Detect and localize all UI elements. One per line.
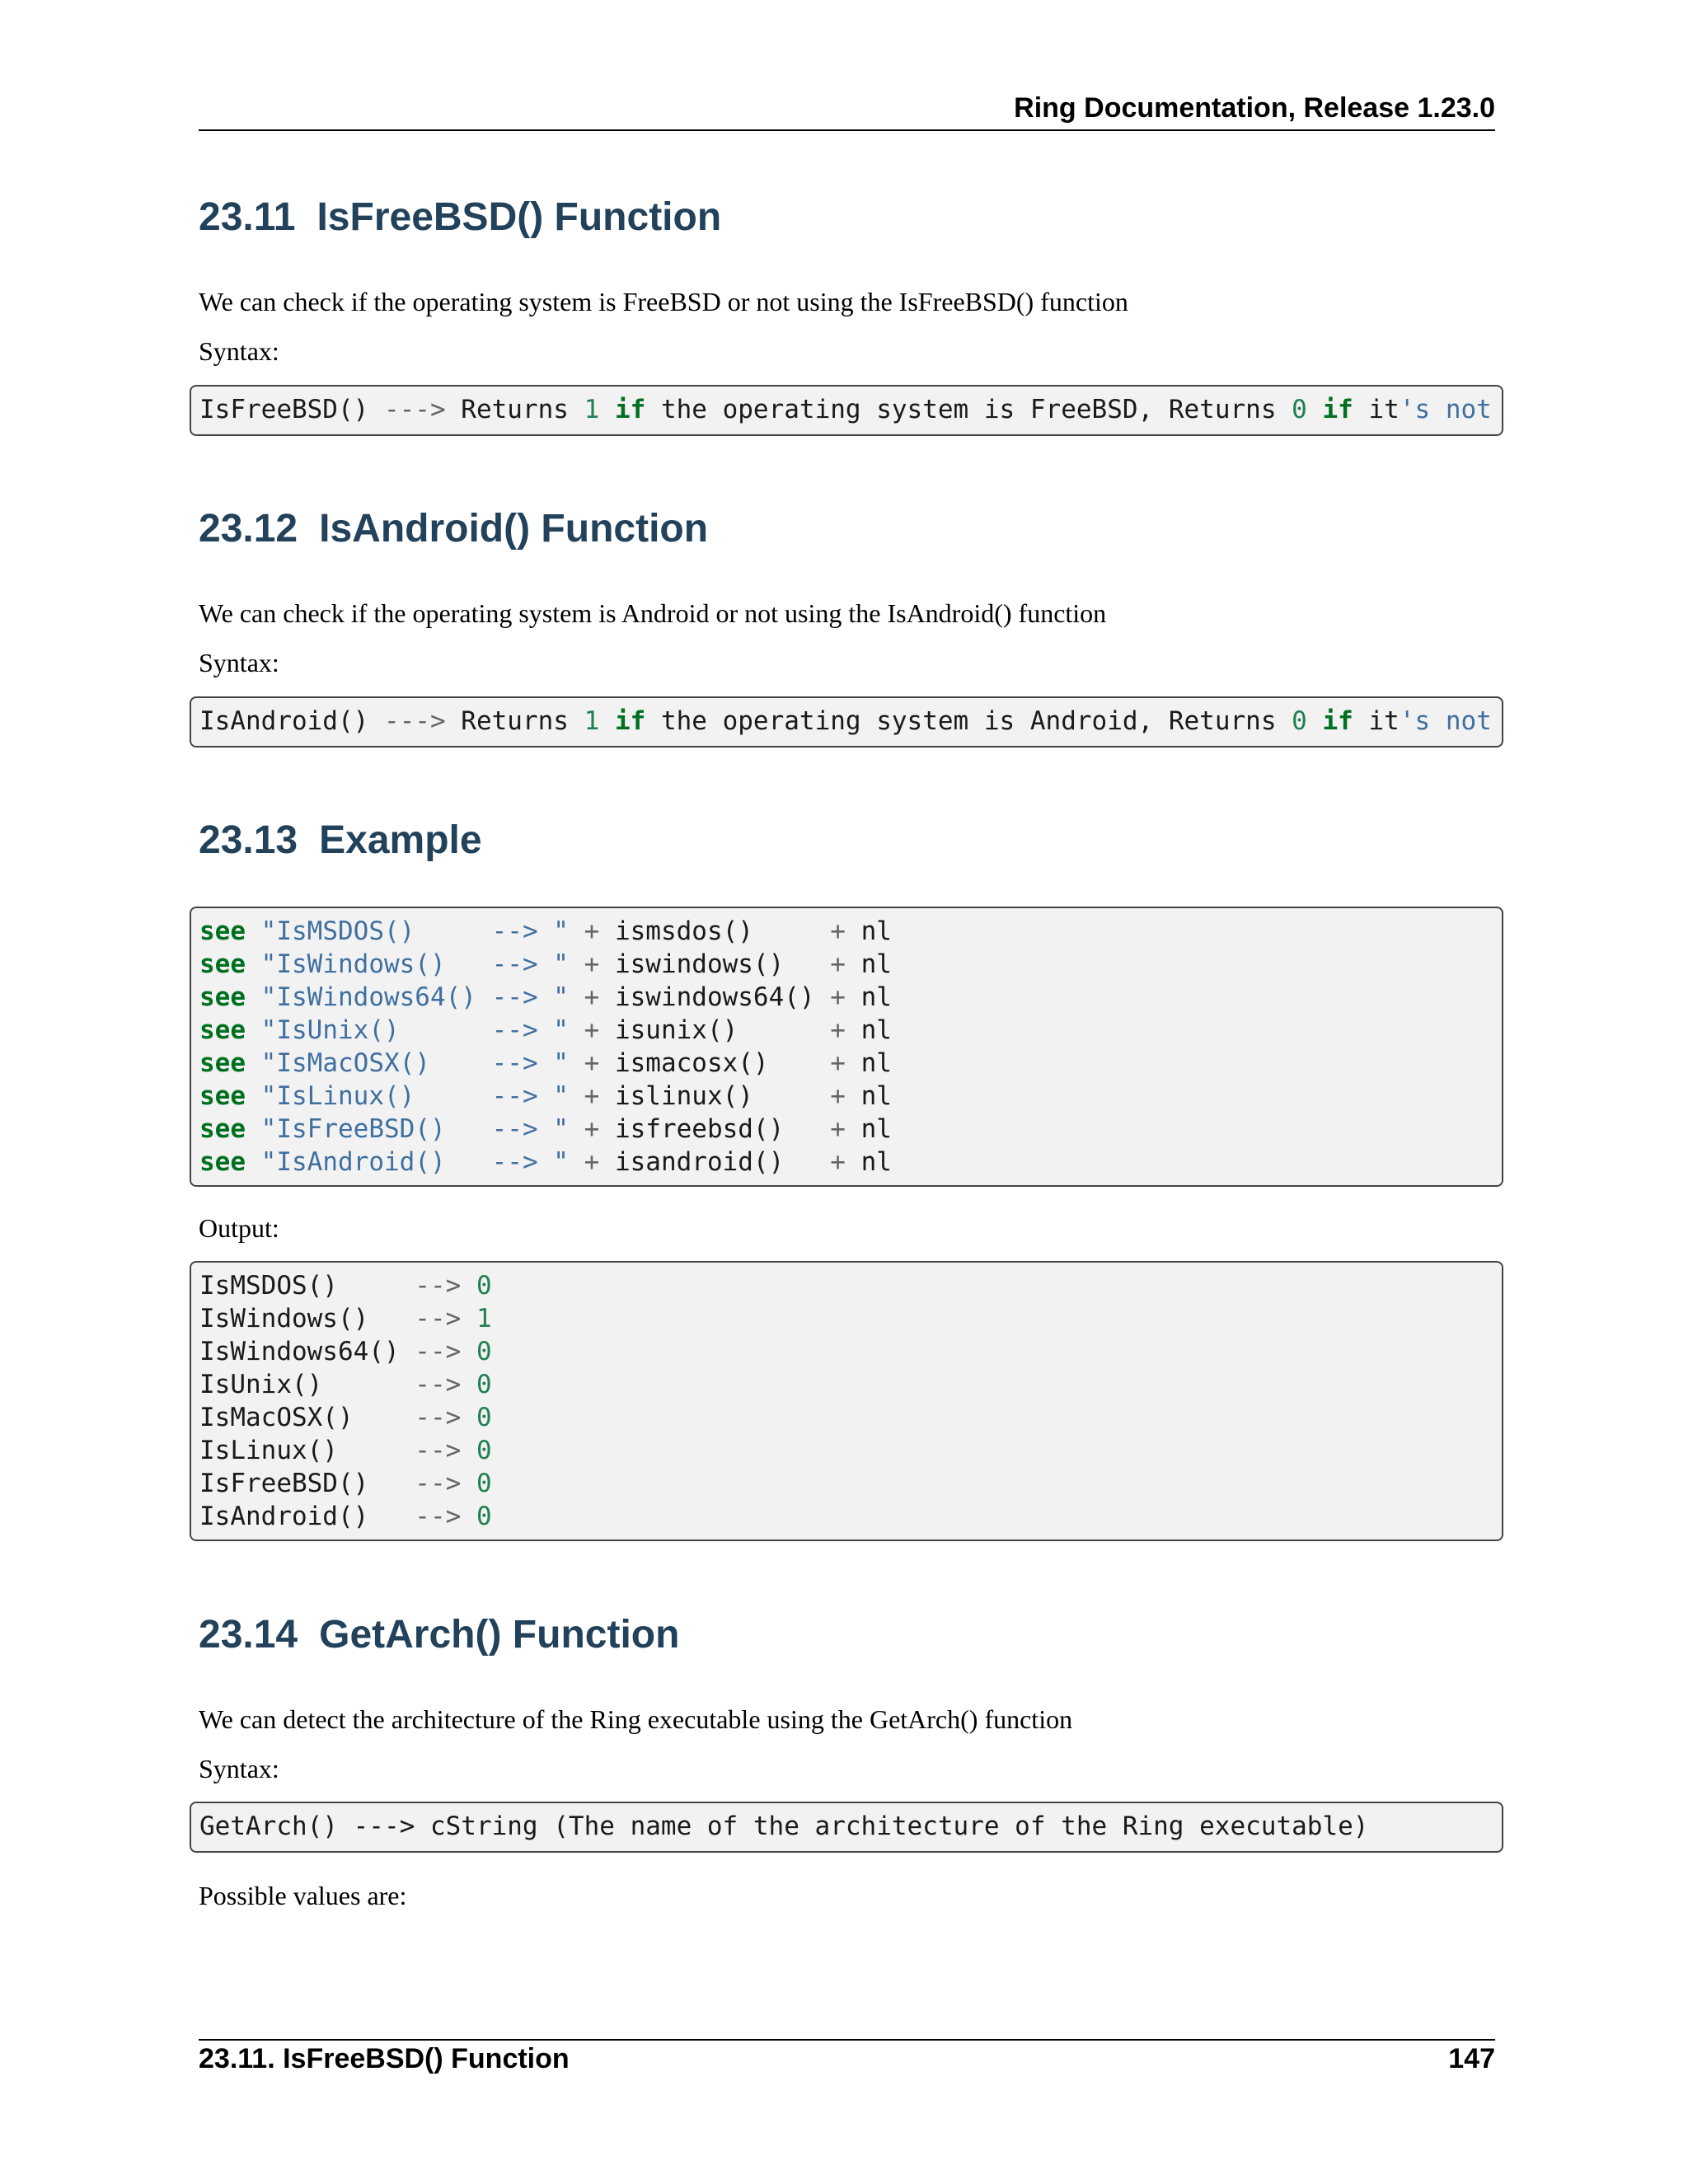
code-token: nl bbox=[845, 1147, 892, 1177]
code-token: 0 bbox=[1292, 706, 1307, 736]
code-token: IsAndroid() bbox=[199, 706, 384, 736]
code-token: --> bbox=[415, 1502, 462, 1531]
section-heading-23-12 bbox=[199, 506, 708, 551]
example-code-block bbox=[190, 907, 1503, 1187]
code-token: --> bbox=[415, 1304, 462, 1333]
code-token bbox=[461, 1502, 476, 1531]
code-token: --> bbox=[415, 1271, 462, 1301]
code-token: nl bbox=[845, 1015, 892, 1045]
code-token: isunix() bbox=[599, 1015, 831, 1045]
code-token: --> bbox=[415, 1337, 462, 1366]
code-token: + bbox=[830, 982, 846, 1012]
code-token bbox=[246, 949, 261, 979]
code-token: iswindows() bbox=[599, 949, 831, 979]
code-token bbox=[569, 982, 584, 1012]
code-token: 0 bbox=[476, 1502, 492, 1531]
code-token: it bbox=[1353, 395, 1400, 424]
section-number: 23.12 bbox=[199, 507, 298, 551]
code-token: IsWindows() bbox=[199, 1304, 415, 1333]
code-token bbox=[599, 706, 615, 736]
code-token: nl bbox=[845, 1081, 892, 1111]
code-token bbox=[461, 1271, 476, 1301]
code-token: 1 bbox=[584, 706, 600, 736]
section-title: IsFreeBSD() Function bbox=[316, 195, 722, 239]
code-token: see bbox=[199, 1048, 246, 1078]
code-line bbox=[199, 1401, 1502, 1434]
code-token: see bbox=[199, 949, 246, 979]
code-token bbox=[569, 916, 584, 946]
code-token bbox=[246, 1048, 261, 1078]
code-token: nl bbox=[845, 1048, 892, 1078]
code-token: ismacosx() bbox=[599, 1048, 831, 1078]
code-line bbox=[199, 1047, 1502, 1080]
code-token bbox=[569, 949, 584, 979]
code-token: isandroid() bbox=[599, 1147, 831, 1177]
output-code-block bbox=[190, 1261, 1503, 1541]
section-heading-23-13 bbox=[199, 818, 482, 863]
code-token: "IsMacOSX() --> " bbox=[260, 1048, 569, 1078]
syntax-code-block bbox=[190, 696, 1503, 748]
code-token bbox=[461, 1370, 476, 1399]
code-token: + bbox=[584, 1048, 600, 1078]
code-token: 1 bbox=[584, 395, 600, 424]
code-token: islinux() bbox=[599, 1081, 831, 1111]
code-token: + bbox=[830, 1048, 846, 1078]
code-token bbox=[246, 1114, 261, 1144]
code-token: 's not bbox=[1399, 395, 1492, 424]
code-token: see bbox=[199, 1147, 246, 1177]
code-token bbox=[461, 1403, 476, 1432]
code-token: Returns bbox=[445, 395, 584, 424]
code-line bbox=[199, 915, 1502, 948]
code-token bbox=[246, 916, 261, 946]
code-token: --> bbox=[415, 1436, 462, 1465]
code-token: see bbox=[199, 1015, 246, 1045]
code-line bbox=[199, 948, 1502, 981]
syntax-label: Syntax: bbox=[199, 648, 279, 677]
code-token: nl bbox=[845, 1114, 892, 1144]
code-token: + bbox=[584, 1015, 600, 1045]
section-title: GetArch() Function bbox=[319, 1613, 680, 1657]
code-token: "IsWindows() --> " bbox=[260, 949, 569, 979]
code-token: it bbox=[1353, 706, 1400, 736]
code-token: IsFreeBSD() bbox=[199, 1469, 415, 1498]
code-token: IsLinux() bbox=[199, 1436, 415, 1465]
code-token: + bbox=[584, 1081, 600, 1111]
code-token: "IsFreeBSD() --> " bbox=[260, 1114, 569, 1144]
output-label: Output: bbox=[199, 1213, 279, 1243]
code-token: 0 bbox=[476, 1403, 492, 1432]
code-token: + bbox=[584, 1147, 600, 1177]
code-token: 0 bbox=[476, 1271, 492, 1301]
code-token: --> bbox=[415, 1469, 462, 1498]
code-line bbox=[199, 705, 1502, 738]
section-title: IsAndroid() Function bbox=[319, 507, 709, 551]
code-token bbox=[1307, 395, 1323, 424]
section-description: We can check if the operating system is Android or not using the IsAndroid() function bbox=[199, 598, 1107, 628]
code-line bbox=[199, 1500, 1502, 1533]
code-token: IsMSDOS() bbox=[199, 1271, 415, 1301]
code-token: nl bbox=[845, 949, 892, 979]
section-title: Example bbox=[319, 818, 482, 862]
code-line bbox=[199, 1113, 1502, 1146]
code-token: see bbox=[199, 1081, 246, 1111]
code-token: "IsUnix() --> " bbox=[260, 1015, 569, 1045]
code-token: if bbox=[1322, 706, 1353, 736]
code-token: 0 bbox=[1292, 395, 1307, 424]
code-token: IsUnix() bbox=[199, 1370, 415, 1399]
code-line bbox=[199, 1080, 1502, 1113]
code-token: IsFreeBSD() bbox=[199, 395, 384, 424]
code-line bbox=[199, 393, 1502, 426]
section-number: 23.13 bbox=[199, 818, 298, 862]
code-token: ismsdos() bbox=[599, 916, 831, 946]
code-token: "IsWindows64() --> " bbox=[260, 982, 569, 1012]
code-token: iswindows64() bbox=[599, 982, 831, 1012]
code-token: 's not bbox=[1399, 706, 1492, 736]
code-token: ---> bbox=[383, 706, 446, 736]
code-token bbox=[569, 1081, 584, 1111]
code-token: ---> bbox=[383, 395, 446, 424]
code-token: GetArch() ---> cString (The name of the architecture of the Ring executable) bbox=[199, 1811, 1369, 1841]
code-token: + bbox=[584, 982, 600, 1012]
code-line bbox=[199, 1335, 1502, 1368]
code-token: + bbox=[584, 949, 600, 979]
footer-section-title: 23.11. IsFreeBSD() Function bbox=[199, 2043, 570, 2074]
code-token: 0 bbox=[476, 1469, 492, 1498]
code-token: + bbox=[584, 916, 600, 946]
code-token: --> bbox=[415, 1403, 462, 1432]
code-line bbox=[199, 1810, 1502, 1843]
code-token: the operating system is Android, Returns bbox=[645, 706, 1292, 736]
code-token: IsMacOSX() bbox=[199, 1403, 415, 1432]
code-token: IsWindows64() bbox=[199, 1337, 415, 1366]
code-token bbox=[1307, 706, 1323, 736]
code-token: 0 bbox=[476, 1337, 492, 1366]
code-token: "IsMSDOS() --> " bbox=[260, 916, 569, 946]
code-token: see bbox=[199, 916, 246, 946]
code-token bbox=[246, 1081, 261, 1111]
code-token: "IsAndroid() --> " bbox=[260, 1147, 569, 1177]
code-token: + bbox=[830, 1147, 846, 1177]
code-token bbox=[599, 395, 615, 424]
code-token: + bbox=[830, 1081, 846, 1111]
code-token: the operating system is FreeBSD, Returns bbox=[645, 395, 1292, 424]
code-token: Returns bbox=[445, 706, 584, 736]
code-token bbox=[569, 1015, 584, 1045]
code-token bbox=[569, 1114, 584, 1144]
code-token: IsAndroid() bbox=[199, 1502, 415, 1531]
code-token: 0 bbox=[476, 1436, 492, 1465]
code-token: nl bbox=[845, 982, 892, 1012]
code-token: isfreebsd() bbox=[599, 1114, 831, 1144]
code-token: + bbox=[830, 916, 846, 946]
code-token bbox=[246, 1147, 261, 1177]
section-number: 23.14 bbox=[199, 1613, 298, 1657]
code-token: + bbox=[830, 1015, 846, 1045]
section-heading-23-11 bbox=[199, 194, 721, 240]
code-line bbox=[199, 1014, 1502, 1047]
code-token bbox=[461, 1304, 476, 1333]
code-token bbox=[461, 1337, 476, 1366]
code-token: + bbox=[830, 1114, 846, 1144]
section-heading-23-14 bbox=[199, 1612, 679, 1657]
code-token bbox=[569, 1147, 584, 1177]
page-number: 147 bbox=[1448, 2043, 1495, 2074]
code-line bbox=[199, 1434, 1502, 1467]
code-line bbox=[199, 1302, 1502, 1335]
code-token: + bbox=[584, 1114, 600, 1144]
code-token: "IsLinux() --> " bbox=[260, 1081, 569, 1111]
syntax-label: Syntax: bbox=[199, 1754, 279, 1783]
section-number: 23.11 bbox=[199, 195, 296, 239]
code-line bbox=[199, 1146, 1502, 1179]
code-token: see bbox=[199, 982, 246, 1012]
section-description: We can detect the architecture of the Ring executable using the GetArch() function bbox=[199, 1704, 1073, 1734]
syntax-label: Syntax: bbox=[199, 336, 279, 366]
header-divider bbox=[199, 129, 1495, 131]
code-token: see bbox=[199, 1114, 246, 1144]
code-token: + bbox=[830, 949, 846, 979]
code-token: if bbox=[614, 706, 646, 736]
code-token: 0 bbox=[476, 1370, 492, 1399]
code-line bbox=[199, 1269, 1502, 1302]
syntax-code-block bbox=[190, 1802, 1503, 1853]
section-description: We can check if the operating system is FreeBSD or not using the IsFreeBSD() function bbox=[199, 287, 1128, 316]
code-token: 1 bbox=[476, 1304, 492, 1333]
code-line bbox=[199, 1368, 1502, 1401]
code-line bbox=[199, 981, 1502, 1014]
code-token: if bbox=[614, 395, 646, 424]
code-token: if bbox=[1322, 395, 1353, 424]
footer-divider bbox=[199, 2039, 1495, 2041]
running-header: Ring Documentation, Release 1.23.0 bbox=[1014, 92, 1495, 124]
code-token bbox=[461, 1436, 476, 1465]
code-token: nl bbox=[845, 916, 892, 946]
code-line bbox=[199, 1467, 1502, 1500]
code-token bbox=[461, 1469, 476, 1498]
possible-values-text: Possible values are: bbox=[199, 1881, 407, 1910]
code-token bbox=[569, 1048, 584, 1078]
code-token: --> bbox=[415, 1370, 462, 1399]
code-token bbox=[246, 982, 261, 1012]
code-token bbox=[246, 1015, 261, 1045]
syntax-code-block bbox=[190, 385, 1503, 436]
